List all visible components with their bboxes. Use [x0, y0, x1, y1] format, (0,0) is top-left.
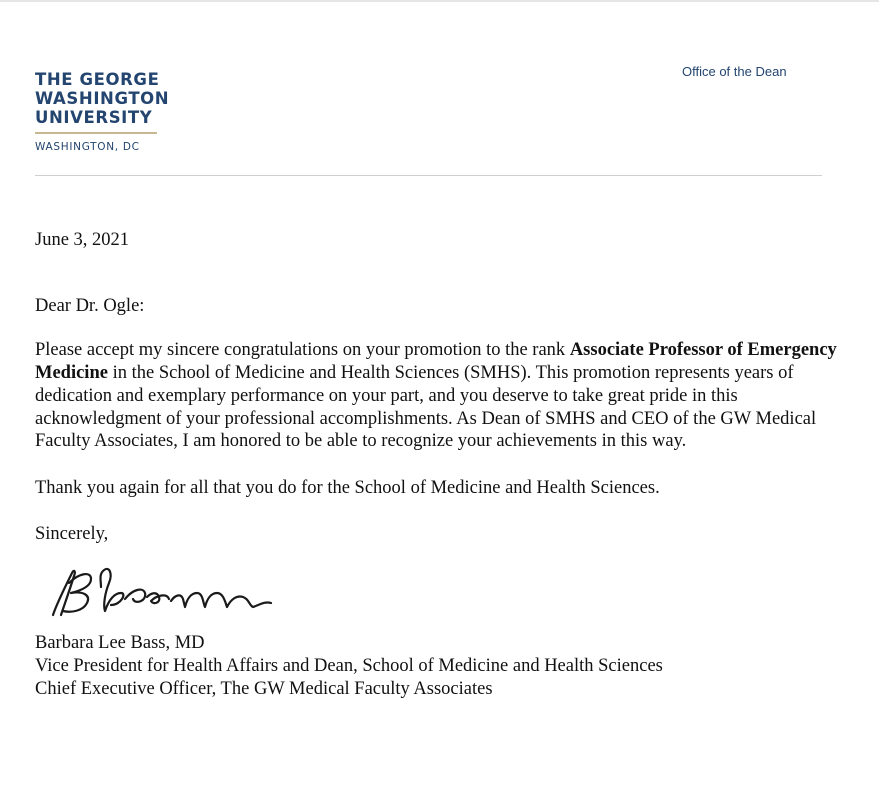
letter-body [35, 229, 865, 700]
logo-line-1: THE GEORGE [35, 70, 160, 89]
signer-title-1: Vice President for Health Affairs and Dean, School of Medicine and Health Sciences [35, 656, 663, 677]
closing: Sincerely, [35, 523, 109, 544]
body-rest: in the School of Medicine and Health Sciences (SMHS). This promotion represents years of dedication and exemplary performance on your part, and you deserve to take great pride in this acknowledgment of your professional accomplishments. As Dean of SMHS and CEO of the GW Medical Faculty Associates, I am honored to be able to recognize your achievements in this way. [35, 363, 817, 452]
body-intro: Please accept my sincere congratulations on your promotion to the rank [35, 340, 570, 361]
promotion-rank: Associate Professor of Emergency Medicine [35, 340, 837, 384]
logo-city: WASHINGTON, DC [35, 141, 140, 153]
page-top-edge [0, 0, 879, 2]
university-logo [35, 70, 170, 153]
signature-icon [39, 559, 279, 629]
header-divider [35, 175, 822, 176]
logo-divider [35, 132, 157, 134]
body-paragraph [35, 339, 865, 453]
letter-date: June 3, 2021 [35, 230, 130, 250]
signer-title-2: Chief Executive Officer, The GW Medical Faculty Associates [35, 678, 493, 699]
thanks-paragraph: Thank you again for all that you do for the School of Medicine and Health Sciences. [35, 477, 660, 498]
logo-line-2: WASHINGTON [35, 89, 170, 108]
signer-name: Barbara Lee Bass, MD [35, 633, 205, 654]
logo-line-3: UNIVERSITY [35, 108, 153, 127]
office-of-the-dean: Office of the Dean [682, 64, 787, 79]
salutation: Dear Dr. Ogle: [35, 295, 145, 316]
